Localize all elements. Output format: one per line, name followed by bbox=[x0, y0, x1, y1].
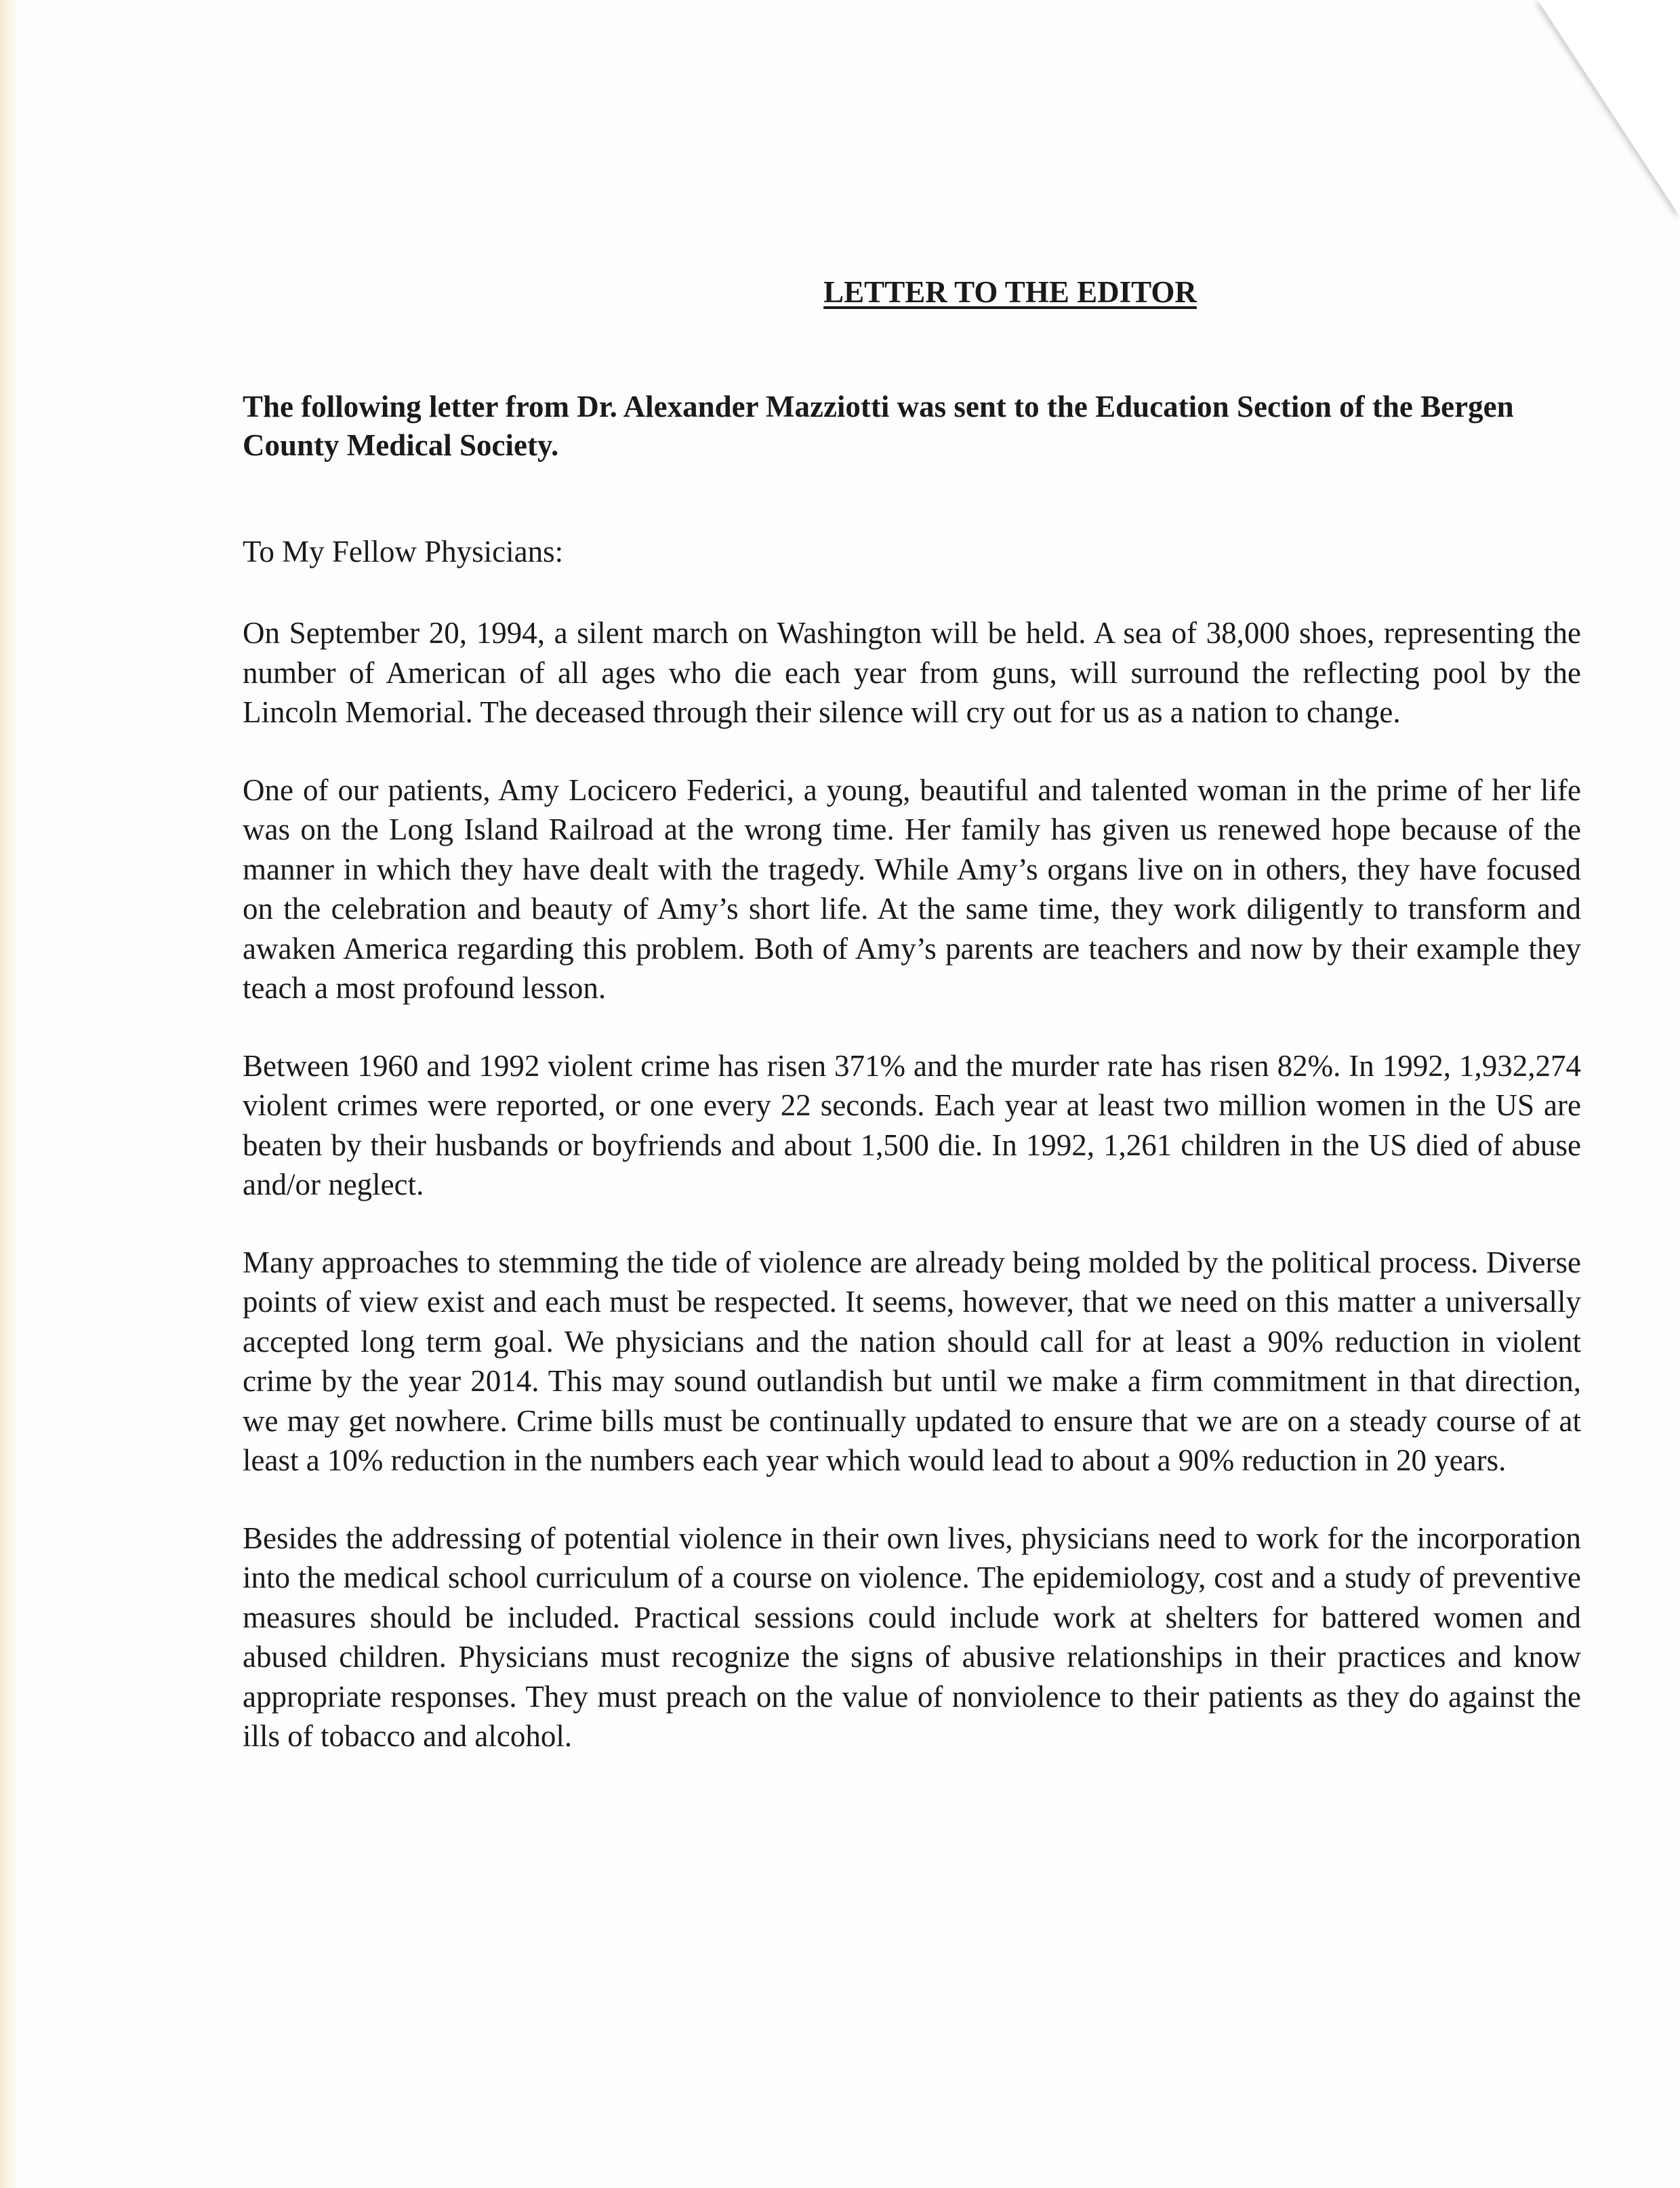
paragraph-statistics: Between 1960 and 1992 violent crime has risen 371% and the murder rate has risen 82%. In 1992, 1,932,274 violent crimes were reported, or one every 22 seconds. Each year at least two million women in the US are beaten by their husbands or boyfriends and about 1,500 die. In 1992, 1,261 children in the US died of abuse and/or neglect. bbox=[243, 1048, 1581, 1201]
paragraph-curriculum: Besides the addressing of potential violence in their own lives, physicians need to work for the incorporation into the medical school curriculum of a course on violence. The epidemiology, cost and a study of preventive measures should be included. Practical sessions could include work at shelters for battered women and abused children. Physicians must recognize the signs of abusive relationships in their practices and know appropriate responses. They must preach on the value of nonviolence to their patients as they do against the ills of tobacco and alcohol. bbox=[243, 1521, 1581, 1753]
paragraph-march: On September 20, 1994, a silent march on Washington will be held. A sea of 38,000 shoes, representing the number of American of all ages who die each year from guns, will surround the reflecting pool by the Lincoln Memorial. The deceased through their silence will cry out for us as a nation to change. bbox=[243, 616, 1581, 729]
salutation: To My Fellow Physicians: bbox=[243, 535, 564, 569]
intro-paragraph: The following letter from Dr. Alexander Mazziotti was sent to the Education Section of the Bergen County Medical Society. bbox=[243, 390, 1514, 462]
letter-body bbox=[243, 274, 1581, 1794]
paragraph-amy: One of our patients, Amy Locicero Federici, a young, beautiful and talented woman in the prime of her life was on the Long Island Railroad at the wrong time. Her family has given us renewed hope because of the manner in which they have dealt with the tragedy. While Amy’s organs live on in others, they have focused on the celebration and beauty of Amy’s short life. At the same time, they work diligently to transform and awaken America regarding this problem. Both of Amy’s parents are teachers and now by their example they teach a most profound lesson. bbox=[243, 772, 1581, 1005]
paragraph-approaches: Many approaches to stemming the tide of violence are already being molded by the political process. Diverse points of view exist and each must be respected. It seems, however, that we need on this matter a universally accepted long term goal. We physicians and the nation should call for at least a 90% reduction in violent crime by the year 2014. This may sound outlandish but until we make a firm commitment in that direction, we may get nowhere. Crime bills must be continually updated to ensure that we are on a steady course of at least a 10% reduction in the numbers each year which would lead to about a 90% reduction in 20 years. bbox=[243, 1245, 1581, 1477]
folded-corner bbox=[1538, 0, 1680, 217]
paper-edge bbox=[0, 0, 20, 2188]
letter-heading: LETTER TO THE EDITOR bbox=[823, 275, 1197, 309]
